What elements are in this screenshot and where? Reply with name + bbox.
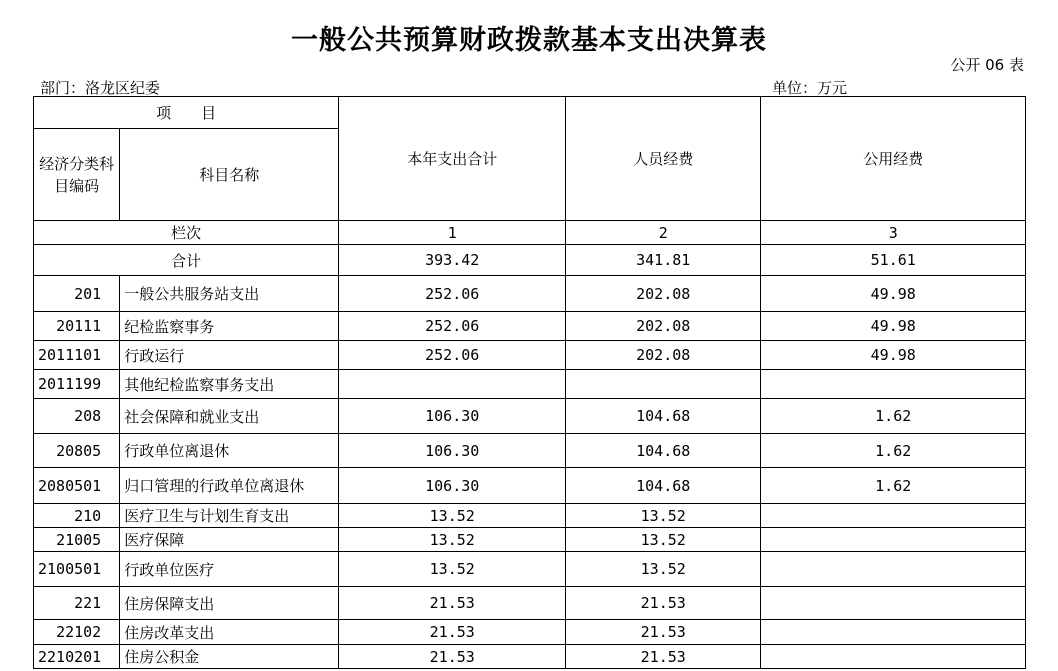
row-code: 2011101 bbox=[34, 341, 120, 370]
row-public-expense bbox=[761, 552, 1026, 587]
row-subject-name: 医疗卫生与计划生育支出 bbox=[120, 504, 339, 528]
row-code: 20805 bbox=[34, 434, 120, 468]
table-row bbox=[34, 528, 1026, 552]
row-personnel-expense: 104.68 bbox=[566, 434, 761, 468]
row-subject-name: 住房公积金 bbox=[120, 645, 339, 669]
row-subject-name: 一般公共服务站支出 bbox=[120, 276, 339, 312]
row-personnel-expense: 21.53 bbox=[566, 587, 761, 620]
row-personnel-expense: 21.53 bbox=[566, 620, 761, 645]
row-code: 2080501 bbox=[34, 468, 120, 504]
row-total-expense: 106.30 bbox=[339, 468, 566, 504]
table-row bbox=[34, 504, 1026, 528]
row-public-expense: 49.98 bbox=[761, 312, 1026, 341]
table-row bbox=[34, 620, 1026, 645]
row-total-expense: 21.53 bbox=[339, 620, 566, 645]
table-row bbox=[34, 370, 1026, 399]
row-personnel-expense: 104.68 bbox=[566, 468, 761, 504]
row-code: 20111 bbox=[34, 312, 120, 341]
row-subject-name: 行政运行 bbox=[120, 341, 339, 370]
total-c2: 341.81 bbox=[566, 245, 761, 276]
row-total-expense: 21.53 bbox=[339, 645, 566, 669]
total-c3: 51.61 bbox=[761, 245, 1026, 276]
row-public-expense: 1.62 bbox=[761, 434, 1026, 468]
row-code: 201 bbox=[34, 276, 120, 312]
row-public-expense bbox=[761, 587, 1026, 620]
row-code: 2210201 bbox=[34, 645, 120, 669]
row-subject-name: 行政单位离退休 bbox=[120, 434, 339, 468]
row-subject-name: 归口管理的行政单位离退休 bbox=[120, 468, 339, 504]
row-code: 208 bbox=[34, 399, 120, 434]
row-public-expense bbox=[761, 620, 1026, 645]
table-row bbox=[34, 276, 1026, 312]
row-subject-name: 行政单位医疗 bbox=[120, 552, 339, 587]
row-code: 221 bbox=[34, 587, 120, 620]
row-total-expense: 252.06 bbox=[339, 276, 566, 312]
row-public-expense bbox=[761, 645, 1026, 669]
row-subject-name: 住房保障支出 bbox=[120, 587, 339, 620]
row-total-expense: 21.53 bbox=[339, 587, 566, 620]
row-total-expense: 106.30 bbox=[339, 434, 566, 468]
lanci-row bbox=[34, 221, 1026, 245]
row-personnel-expense: 13.52 bbox=[566, 552, 761, 587]
total-label: 合计 bbox=[34, 245, 339, 276]
row-subject-name: 其他纪检监察事务支出 bbox=[120, 370, 339, 399]
row-code: 22102 bbox=[34, 620, 120, 645]
row-total-expense: 13.52 bbox=[339, 552, 566, 587]
row-public-expense: 49.98 bbox=[761, 341, 1026, 370]
row-personnel-expense: 202.08 bbox=[566, 312, 761, 341]
row-subject-name: 纪检监察事务 bbox=[120, 312, 339, 341]
row-public-expense: 49.98 bbox=[761, 276, 1026, 312]
row-total-expense: 252.06 bbox=[339, 312, 566, 341]
table-row bbox=[34, 552, 1026, 587]
row-personnel-expense: 13.52 bbox=[566, 528, 761, 552]
header-project: 项 目 bbox=[34, 97, 339, 129]
row-subject-name: 医疗保障 bbox=[120, 528, 339, 552]
lanci-c1: 1 bbox=[339, 221, 566, 245]
header-col2: 人员经费 bbox=[566, 97, 761, 221]
table-row bbox=[34, 468, 1026, 504]
table-row bbox=[34, 312, 1026, 341]
row-total-expense: 106.30 bbox=[339, 399, 566, 434]
document-title: 一般公共预算财政拨款基本支出决算表 bbox=[291, 25, 767, 56]
table-row bbox=[34, 399, 1026, 434]
row-personnel-expense: 13.52 bbox=[566, 504, 761, 528]
lanci-c3: 3 bbox=[761, 221, 1026, 245]
row-total-expense bbox=[339, 370, 566, 399]
row-public-expense bbox=[761, 528, 1026, 552]
row-code: 210 bbox=[34, 504, 120, 528]
table-row bbox=[34, 341, 1026, 370]
header-col1: 本年支出合计 bbox=[339, 97, 566, 221]
row-total-expense: 252.06 bbox=[339, 341, 566, 370]
table-row bbox=[34, 434, 1026, 468]
department-label: 部门：洛龙区纪委 bbox=[40, 79, 161, 97]
table-row bbox=[34, 587, 1026, 620]
row-public-expense bbox=[761, 504, 1026, 528]
row-public-expense: 1.62 bbox=[761, 399, 1026, 434]
header-econ-code: 经济分类科目编码 bbox=[34, 129, 120, 221]
row-personnel-expense bbox=[566, 370, 761, 399]
row-personnel-expense: 21.53 bbox=[566, 645, 761, 669]
budget-table bbox=[33, 96, 1026, 669]
row-subject-name: 住房改革支出 bbox=[120, 620, 339, 645]
row-code: 2011199 bbox=[34, 370, 120, 399]
row-code: 2100501 bbox=[34, 552, 120, 587]
lanci-c2: 2 bbox=[566, 221, 761, 245]
row-public-expense bbox=[761, 370, 1026, 399]
row-personnel-expense: 202.08 bbox=[566, 341, 761, 370]
form-number: 公开 06 表 bbox=[950, 56, 1024, 74]
row-subject-name: 社会保障和就业支出 bbox=[120, 399, 339, 434]
lanci-label: 栏次 bbox=[34, 221, 339, 245]
row-total-expense: 13.52 bbox=[339, 504, 566, 528]
total-c1: 393.42 bbox=[339, 245, 566, 276]
row-total-expense: 13.52 bbox=[339, 528, 566, 552]
header-col3: 公用经费 bbox=[761, 97, 1026, 221]
header-row-project bbox=[34, 97, 1026, 129]
table-row bbox=[34, 645, 1026, 669]
row-personnel-expense: 202.08 bbox=[566, 276, 761, 312]
row-public-expense: 1.62 bbox=[761, 468, 1026, 504]
row-code: 21005 bbox=[34, 528, 120, 552]
unit-label: 单位：万元 bbox=[772, 79, 848, 97]
row-personnel-expense: 104.68 bbox=[566, 399, 761, 434]
total-row bbox=[34, 245, 1026, 276]
header-subject-name: 科目名称 bbox=[120, 129, 339, 221]
